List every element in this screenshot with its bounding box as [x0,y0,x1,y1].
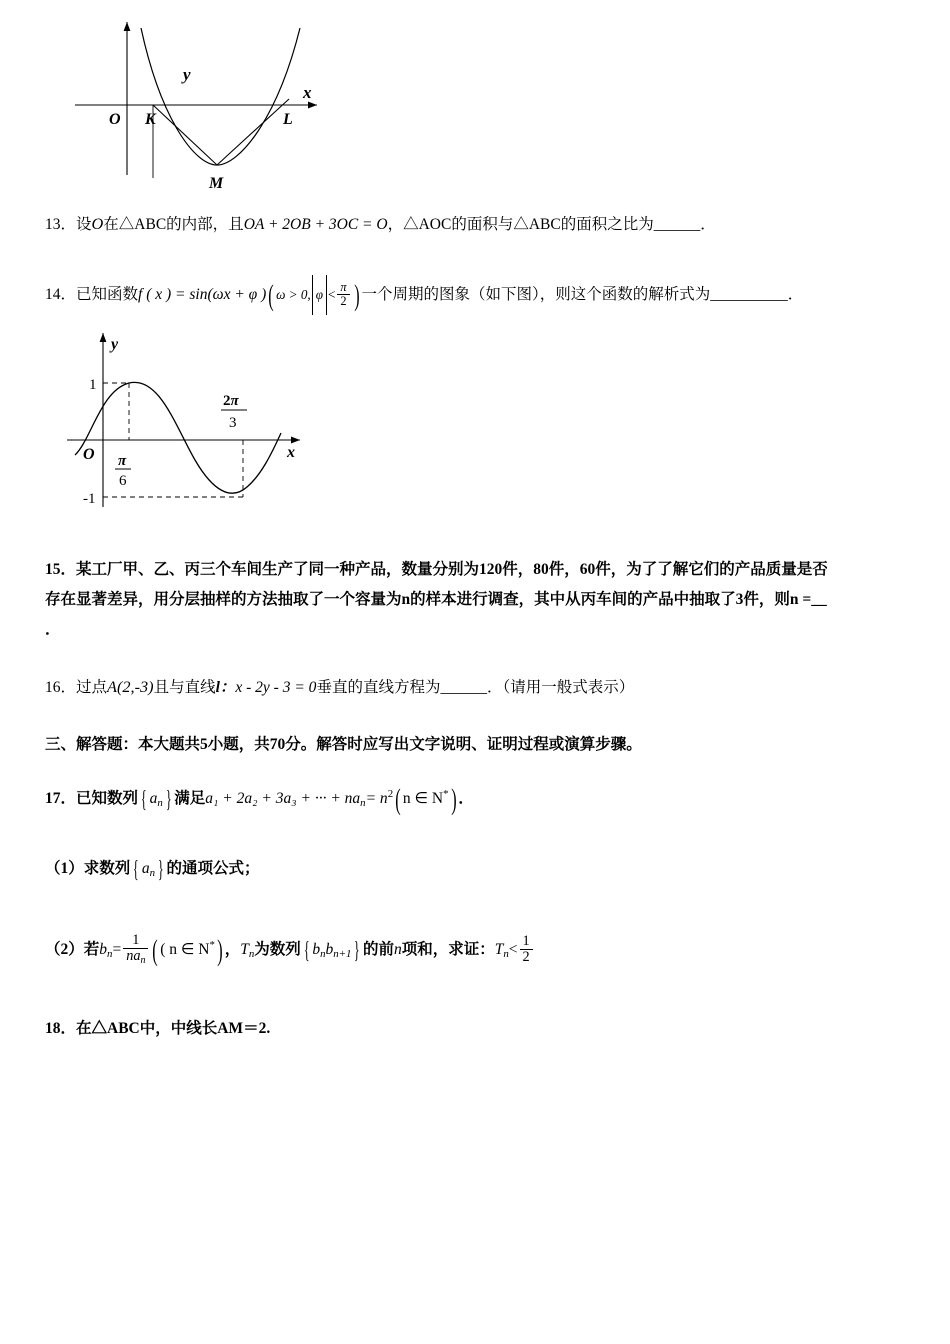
q17-part2-result-lt: < [508,940,518,958]
section-3-title [45,730,905,760]
q18-number: 18． [45,1020,77,1037]
question-14 [45,275,905,315]
question-15-line-1 [45,555,905,585]
svg-text:K: K [145,111,156,128]
q17-part2-condition-sup: * [209,939,215,952]
q17-part2-b-sub: n [107,948,113,960]
q17-part2-b: b [99,940,108,958]
q17-part1-brace-open: { [133,857,139,884]
q17-part1-sequence-sub: n [149,867,155,880]
q17-equation-rhs: = n [365,789,388,807]
q16-line-label: l： [215,679,236,696]
q14-function: f ( x ) = sin(ωx + φ ) [138,286,267,303]
q17-text-2: 满足 [174,789,206,807]
q16-text-4: ．（请用一般式表示） [486,679,635,696]
q14-period: ． [787,286,804,303]
q14-cond-omega: ω > 0, [276,287,311,302]
sine-curve-figure [55,315,905,545]
question-17-part-2 [45,919,905,980]
page-content [45,0,905,1044]
q17-equation-rhs-sup: 2 [387,788,394,800]
svg-text:6: 6 [119,473,127,489]
q17-part2-brace-open: { [303,938,310,964]
q17-part2-text-1: 若 [83,940,100,958]
q13-symbol-abc-2: △ABC [513,216,561,233]
q17-part2-fraction: $\frac{1}{na_n}$ [123,933,148,966]
q13-text-4: 的面积与 [451,216,514,233]
q17-condition: n ∈ N [402,789,444,807]
q17-cond-paren-close: ) [450,783,457,816]
q17-part1-text-2: 的通项公式； [166,859,260,877]
q17-part2-cond-paren-close: ) [217,934,223,967]
svg-text:-1: -1 [83,491,96,507]
q17-brace-close: } [165,786,172,813]
q17-part2-cond-paren-open: ( [152,934,159,967]
q13-text-2: 在 [103,216,119,233]
q16-point: A(2,-3) [107,678,154,696]
q16-text-3: 垂直的直线方程为 [316,679,441,696]
q14-answer-blank: __________ [710,286,788,303]
q17-equation-sub: n [360,796,366,809]
q15-text-line-1: 某工厂甲、乙、丙三个车间生产了同一种产品，数量分别为120件，80件，60件，为了了解它们的产品质量是否 [76,561,828,578]
svg-text:y: y [183,65,191,84]
q17-part2-brace-close: } [354,938,361,964]
q14-paren-close: ) [353,279,360,312]
svg-text:O: O [109,111,121,128]
section-3-title-text: 三、解答题：本大题共5小题，共70分。解答时应写出文字说明、证明过程或演算步骤。 [45,736,642,753]
q13-symbol-aoc: △AOC [403,216,452,233]
q15-number: 15． [45,561,77,578]
q14-cond-phi: φ [312,275,327,315]
q17-part2-text-3: 的前 [362,940,394,958]
q17-part2-result-T-sub: n [503,948,509,960]
q16-line-equation: x - 2y - 3 = 0 [235,679,317,696]
q17-number: 17． [45,789,77,807]
parabola-figure-svg [65,0,385,190]
question-18 [45,1014,905,1044]
q17-part2-text-4: 项和，求证： [401,940,495,958]
q17-part2-bb: b [312,940,321,958]
question-15-line-3 [45,615,905,645]
q17-part2-bb-sub1: n [320,948,326,960]
q14-number: 14． [45,286,77,303]
q17-part1-text-1: 求数列 [83,859,131,877]
q17-part1-brace-close: } [157,857,164,884]
question-13 [45,204,905,245]
q16-text-1: 过点 [76,679,108,696]
svg-text:2π: 2π [223,393,239,409]
q17-part1-sequence: a [141,859,150,877]
q17-text-1: 已知数列 [76,789,139,807]
q17-part2-result-fraction: $\frac{1}{2}$ [520,934,533,965]
q17-part2-result-T: T [494,940,504,958]
q17-part2-bb2: b [325,940,334,958]
q17-part2-text-2: 为数列 [254,940,301,958]
svg-text:M: M [209,175,224,190]
q13-answer-blank: ______ [653,216,701,233]
q17-part2-n: n [393,940,402,958]
question-15-line-2 [45,585,905,615]
svg-text:3: 3 [229,415,237,431]
q16-number: 16． [45,679,77,696]
q13-number: 13． [45,216,77,233]
sine-figure-svg [55,315,355,545]
q17-period: ． [458,789,474,807]
q13-text-3: 的内部，且 [166,216,244,233]
parabola-and-line-figure [65,0,905,190]
question-17-part-1 [45,849,905,893]
q18-text: 在△ABC中，中线长AM＝2. [76,1020,271,1037]
q13-symbol-O: O [91,215,104,233]
q17-sequence-sub: n [157,796,163,809]
question-16 [45,667,905,708]
svg-text:O: O [83,446,95,463]
svg-text:x: x [287,444,295,461]
q17-part2-T-sub: n [248,948,255,960]
q14-text-1: 已知函数 [76,286,139,303]
svg-text:π: π [118,453,127,469]
svg-text:y: y [111,336,119,353]
q17-sequence: a [149,789,158,807]
q13-text-5: 的面积之比为 [560,216,654,233]
q17-part2-T: T [240,940,249,958]
q17-part2-label: （2） [45,940,84,958]
question-17 [45,774,905,823]
q17-part2-bb-sub2: n+1 [333,948,352,960]
svg-text:x: x [303,83,312,102]
q13-text-1: 设 [76,216,92,233]
q13-symbol-abc: △ABC [118,216,167,233]
q13-comma: ， [387,216,404,233]
q17-part2-equals: = [112,940,122,958]
q16-answer-blank: ______ [440,679,487,696]
q17-condition-sup: * [443,788,449,800]
q17-part2-condition: ( n ∈ N [160,940,210,958]
q17-equation: a₁ + 2a₂ + 3a₃ + ··· + na [205,789,361,807]
q16-text-2: 且与直线 [153,679,216,696]
q17-part2-comma: ， [224,940,241,958]
q15-text-line-3: ． [45,621,61,638]
q13-period: ． [700,216,716,233]
q17-brace-open: { [140,786,147,813]
q14-cond-fraction: $\frac{\pi}{2}$ [337,281,349,308]
q17-cond-paren-open: ( [395,783,401,816]
q14-cond-lt: < [328,287,336,302]
svg-text:1: 1 [89,377,97,393]
q14-text-2: 一个周期的图象（如下图），则这个函数的解析式为 [361,286,711,303]
q17-part1-label: （1） [45,859,84,877]
q15-text-line-2: 存在显著差异，用分层抽样的方法抽取了一个容量为n的样本进行调查，其中从丙车间的产品中抽取了3件，则n =__ [45,591,827,608]
svg-text:L: L [283,111,293,128]
q14-paren-open: ( [268,279,274,312]
q13-vector-equation: OA + 2OB + 3OC = O [243,216,388,233]
